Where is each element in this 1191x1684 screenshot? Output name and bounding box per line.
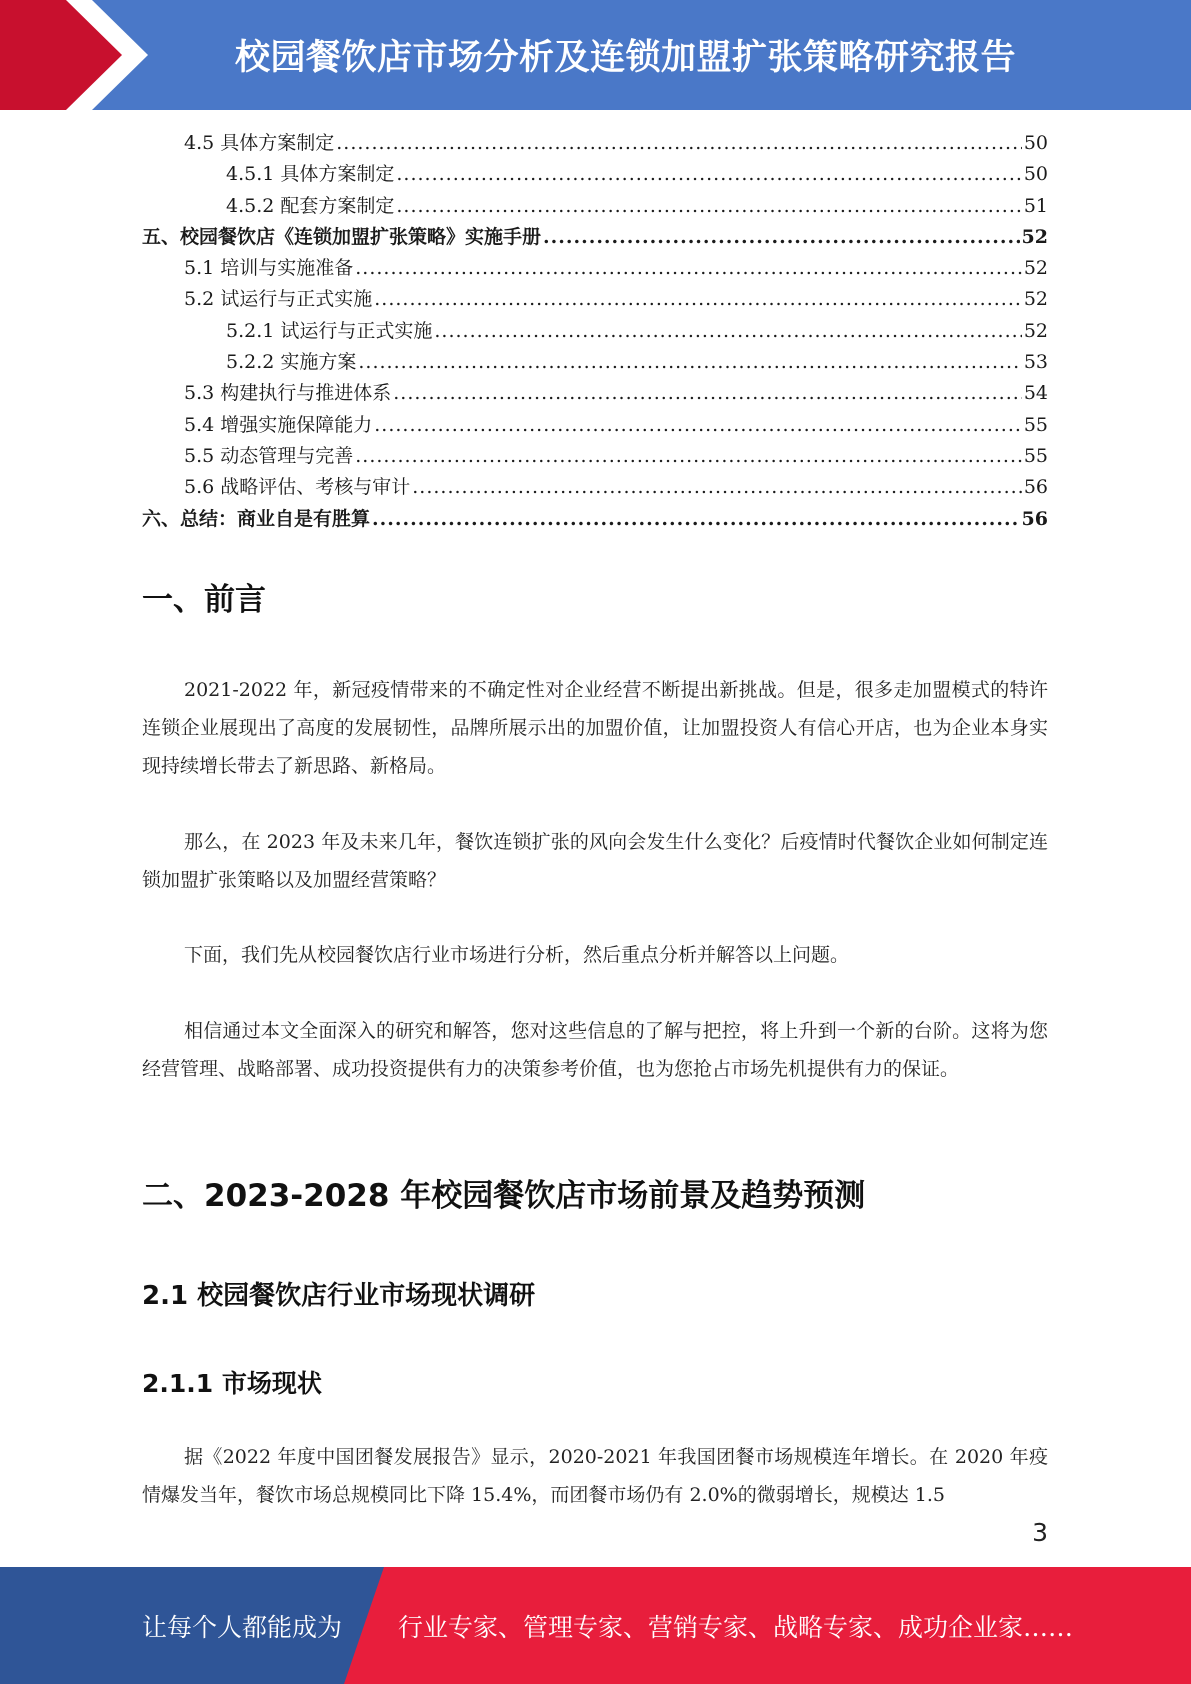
page-number: 3: [1032, 1518, 1048, 1547]
toc-entry-label: 六、总结：商业自是有胜算: [142, 507, 371, 530]
paragraph: 下面，我们先从校园餐饮店行业市场进行分析，然后重点分析并解答以上问题。: [184, 944, 850, 966]
toc-entry[interactable]: [142, 410, 1048, 441]
toc-entry[interactable]: [142, 284, 1048, 315]
toc-entry[interactable]: [142, 253, 1048, 284]
toc-entry-label: 4.5 具体方案制定: [184, 132, 335, 154]
toc-leader-dots: [393, 378, 1022, 409]
toc-entry-page: 52: [1023, 319, 1048, 342]
toc-entry-page: 53: [1023, 351, 1048, 374]
paragraph: 据《2022 年度中国团餐发展报告》显示，2020-2021 年我国团餐市场规模连年增长。在 2020 年疫情爆发当年，餐饮市场总规模同比下降 15.4%，而团餐市场仍有 2.0%的微弱增长，规模达 1.5: [142, 1446, 1048, 1506]
paragraph: 那么，在 2023 年及未来几年，餐饮连锁扩张的风向会发生什么变化？后疫情时代餐饮企业如何制定连锁加盟扩张策略以及加盟经营策略？: [142, 831, 1048, 891]
page-footer: [0, 1567, 1191, 1684]
toc-entry[interactable]: [142, 128, 1048, 159]
toc-entry-label: 5.2 试运行与正式实施: [184, 288, 373, 311]
toc-leader-dots: [412, 472, 1022, 503]
toc-entry-page: 55: [1023, 444, 1048, 467]
toc-entry-label: 4.5.1 具体方案制定: [226, 163, 395, 186]
toc-entry-page: 54: [1023, 382, 1048, 405]
subsection-heading: 2.1 校园餐饮店行业市场现状调研: [142, 1281, 536, 1311]
toc-leader-dots: [358, 347, 1021, 378]
toc-leader-dots: [355, 441, 1022, 472]
section-heading-forecast: 二、2023-2028 年校园餐饮店市场前景及趋势预测: [142, 1178, 866, 1214]
toc-entry-label: 5.5 动态管理与完善: [184, 444, 354, 467]
toc-entry[interactable]: [142, 504, 1048, 535]
toc-leader-dots: [374, 284, 1022, 315]
toc-entry-page: 52: [1023, 288, 1048, 311]
toc-entry-page: 51: [1023, 194, 1048, 217]
toc-leader-dots: [434, 316, 1021, 347]
toc-leader-dots: [396, 159, 1021, 190]
toc-entry[interactable]: [142, 191, 1048, 222]
toc-entry-label: 5.6 战略评估、考核与审计: [184, 476, 411, 499]
toc-entry[interactable]: [142, 472, 1048, 503]
toc-entry-page: 52: [1023, 257, 1048, 280]
toc-entry-label: 5.1 培训与实施准备: [184, 257, 354, 280]
toc-entry-label: 4.5.2 配套方案制定: [226, 194, 395, 217]
toc-entry-label: 5.2.1 试运行与正式实施: [226, 319, 433, 342]
toc-entry-label: 5.2.2 实施方案: [226, 351, 357, 374]
toc-entry-page: 56: [1023, 476, 1048, 499]
table-of-contents: [142, 128, 1048, 535]
toc-leader-dots: [396, 191, 1021, 222]
toc-entry-page: 52: [1021, 225, 1048, 248]
toc-entry-label: 5.3 构建执行与推进体系: [184, 382, 392, 405]
footer-slogan-left: 让每个人都能成为: [142, 1612, 343, 1642]
subsubsection-heading: 2.1.1 市场现状: [142, 1369, 322, 1398]
toc-entry[interactable]: [142, 347, 1048, 378]
toc-entry[interactable]: [142, 159, 1048, 190]
toc-leader-dots: [336, 128, 1022, 159]
toc-entry-page: 50: [1023, 132, 1048, 154]
toc-entry[interactable]: [142, 378, 1048, 409]
toc-leader-dots: [374, 410, 1022, 441]
toc-entry-page: 55: [1023, 413, 1048, 436]
toc-leader-dots: [372, 504, 1020, 535]
toc-entry[interactable]: [142, 441, 1048, 472]
toc-entry-page: 56: [1021, 507, 1048, 530]
footer-slogan-right: 行业专家、管理专家、营销专家、战略专家、成功企业家……: [398, 1612, 1074, 1642]
toc-entry[interactable]: [142, 222, 1048, 253]
toc-leader-dots: [543, 222, 1020, 253]
document-title: 校园餐饮店市场分析及连锁加盟扩张策略研究报告: [234, 38, 1016, 78]
page-header: [0, 0, 1191, 110]
paragraph: 2021-2022 年，新冠疫情带来的不确定性对企业经营不断提出新挑战。但是，很多走加盟模式的特许连锁企业展现出了高度的发展韧性，品牌所展示出的加盟价值，让加盟投资人有信心开店，也为企业本身实现持续增长带去了新思路、新格局。: [142, 679, 1048, 777]
toc-leader-dots: [355, 253, 1022, 284]
section-heading-preface: 一、前言: [142, 582, 266, 618]
toc-entry[interactable]: [142, 316, 1048, 347]
toc-entry-label: 五、校园餐饮店《连锁加盟扩张策略》实施手册: [142, 225, 542, 248]
toc-entry-label: 5.4 增强实施保障能力: [184, 413, 373, 436]
paragraph: 相信通过本文全面深入的研究和解答，您对这些信息的了解与把控，将上升到一个新的台阶。这将为您经营管理、战略部署、成功投资提供有力的决策参考价值，也为您抢占市场先机提供有力的保证。: [142, 1020, 1048, 1080]
toc-entry-page: 50: [1023, 163, 1048, 186]
